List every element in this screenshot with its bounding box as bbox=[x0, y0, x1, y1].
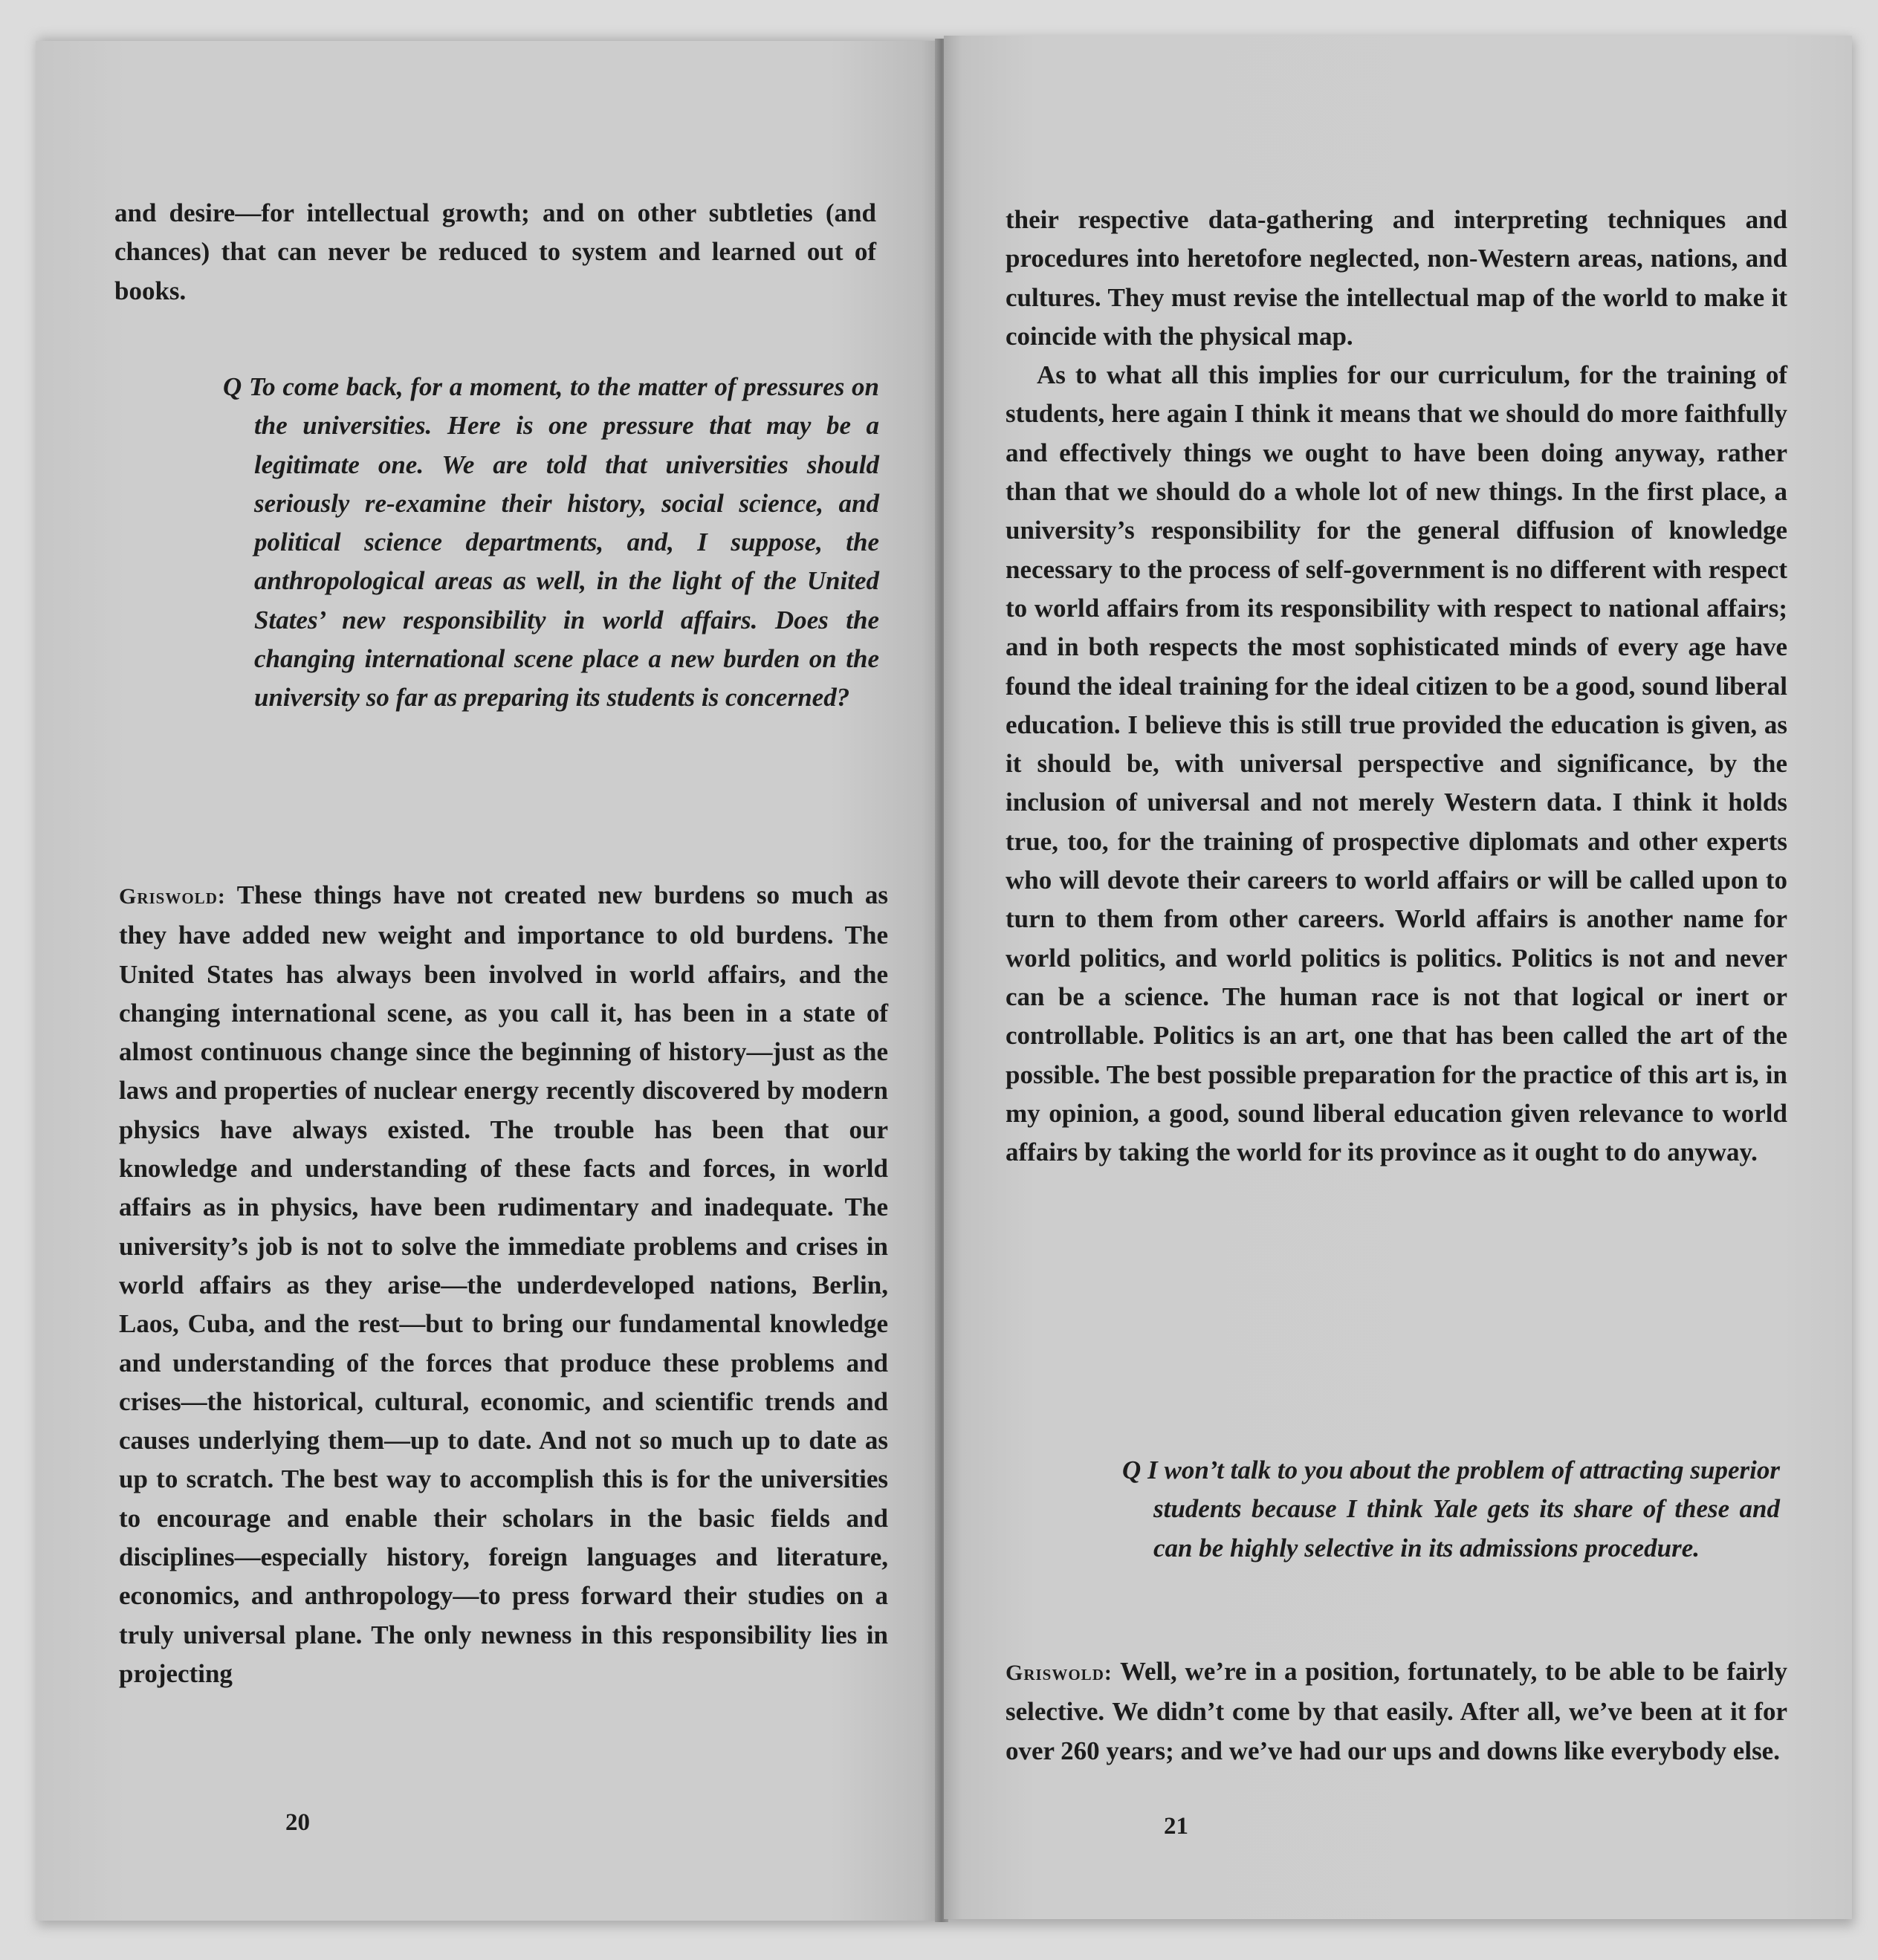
left-question-paragraph bbox=[223, 368, 879, 718]
right-page-number: 21 bbox=[1164, 1813, 1188, 1840]
right-question-paragraph bbox=[1122, 1451, 1780, 1568]
right-question-text: I won’t talk to you about the problem of attracting superior students because I think Yale gets its share of these and can be highly selective in its admissions procedure. bbox=[1147, 1456, 1780, 1563]
right-continuation-text: their respective data-gathering and interpreting techniques and procedures into heretofore neglected, non-Western areas, nations, and cultures. They must revise the intellectual map of the world to make it coincide with the physical map. bbox=[1006, 205, 1787, 351]
left-answer-paragraph bbox=[119, 876, 888, 1693]
left-question bbox=[223, 368, 879, 718]
right-answer-speaker: Griswold: bbox=[1006, 1661, 1113, 1685]
left-question-marker: Q bbox=[223, 372, 242, 401]
right-body-paragraph: As to what all this implies for our curriculum, for the training of students, here again I think it means that we should do more faithfully and effectively things we ought to have been doing anyway, rather than that we should do a whole lot of new things. In the first place, a university’s responsibility for the general diffusion of knowledge necessary to the process of self-government is no different with respect to world affairs from its responsibility with respect to national affairs; and in both respects the most sophisticated minds of every age have found the ideal training for the ideal citizen to be a good, sound liberal education. I believe this is still true provided the education is given, as it should be, with universal perspective and significance, by the inclusion of universal and not merely Western data. I think it holds true, too, for the training of prospective diplomats and other experts who will devote their careers to world affairs or will be called upon to turn to them from other careers. World affairs is another name for world politics, and world politics is politics. Politics is not and never can be a science. The human race is not that logical or inert or controllable. Politics is an art, one that has been called the art of the possible. The best possible preparation for the practice of this art is, in my opinion, a good, sound liberal education given relevance to world affairs by taking the world for its province as it ought to do anyway. bbox=[1006, 360, 1787, 1167]
left-continuation-paragraph bbox=[114, 194, 876, 311]
left-answer-speaker: Griswold: bbox=[119, 884, 226, 909]
left-continuation-text: and desire—for intellectual growth; and on other subtleties (and chances) that can never be reduced to system and learned out of books. bbox=[114, 198, 876, 305]
right-answer-text: Well, we’re in a position, fortunately, to be able to be fairly selective. We didn’t come by that easily. After all, we’ve been at it for over 260 years; and we’ve had our ups and downs like everybody else. bbox=[1006, 1657, 1787, 1765]
right-question-marker: Q bbox=[1122, 1456, 1142, 1484]
right-text-column bbox=[1006, 201, 1787, 1172]
left-answer-text: These things have not created new burdens so much as they have added new weight and importance to old burdens. The United States has always been involved in world affairs, and the changing international scene, as you call it, has been in a state of almost continuous change since the beginning of history—just as the laws and properties of nuclear energy recently discovered by modern physics have always existed. The trouble has been that our knowledge and understanding of these facts and forces, in world affairs as in physics, have been rudimentary and inadequate. The university’s job is not to solve the immediate problems and crises in world affairs as they arise—the underdeveloped nations, Berlin, Laos, Cuba, and the rest—but to bring our fundamental knowledge and understanding of the forces that produce these problems and crises—the historical, cultural, economic, and scientific trends and causes underlying them—up to date. And not so much up to date as up to scratch. The best way to accomplish this is for the universities to encourage and enable their scholars in the basic fields and disciplines—especially history, foreign languages and literature, economics, and anthropology—to press forward their studies on a truly universal plane. The only newness in this responsibility lies in projecting bbox=[119, 880, 888, 1688]
left-answer bbox=[119, 876, 888, 1693]
right-question bbox=[1122, 1451, 1780, 1568]
left-page bbox=[36, 41, 939, 1921]
right-answer-paragraph bbox=[1006, 1652, 1787, 1771]
right-answer bbox=[1006, 1652, 1787, 1771]
left-page-number: 20 bbox=[285, 1809, 310, 1836]
right-page bbox=[944, 36, 1852, 1919]
left-question-text: To come back, for a moment, to the matter of pressures on the universities. Here is one pressure that may be a legitimate one. We are told that universities should seriously re-examine their history, social science, and political science departments, and, I suppose, the anthropological areas as well, in the light of the United States’ new responsibility in world affairs. Does the changing international scene place a new burden on the university so far as preparing its students is concerned? bbox=[248, 372, 879, 713]
